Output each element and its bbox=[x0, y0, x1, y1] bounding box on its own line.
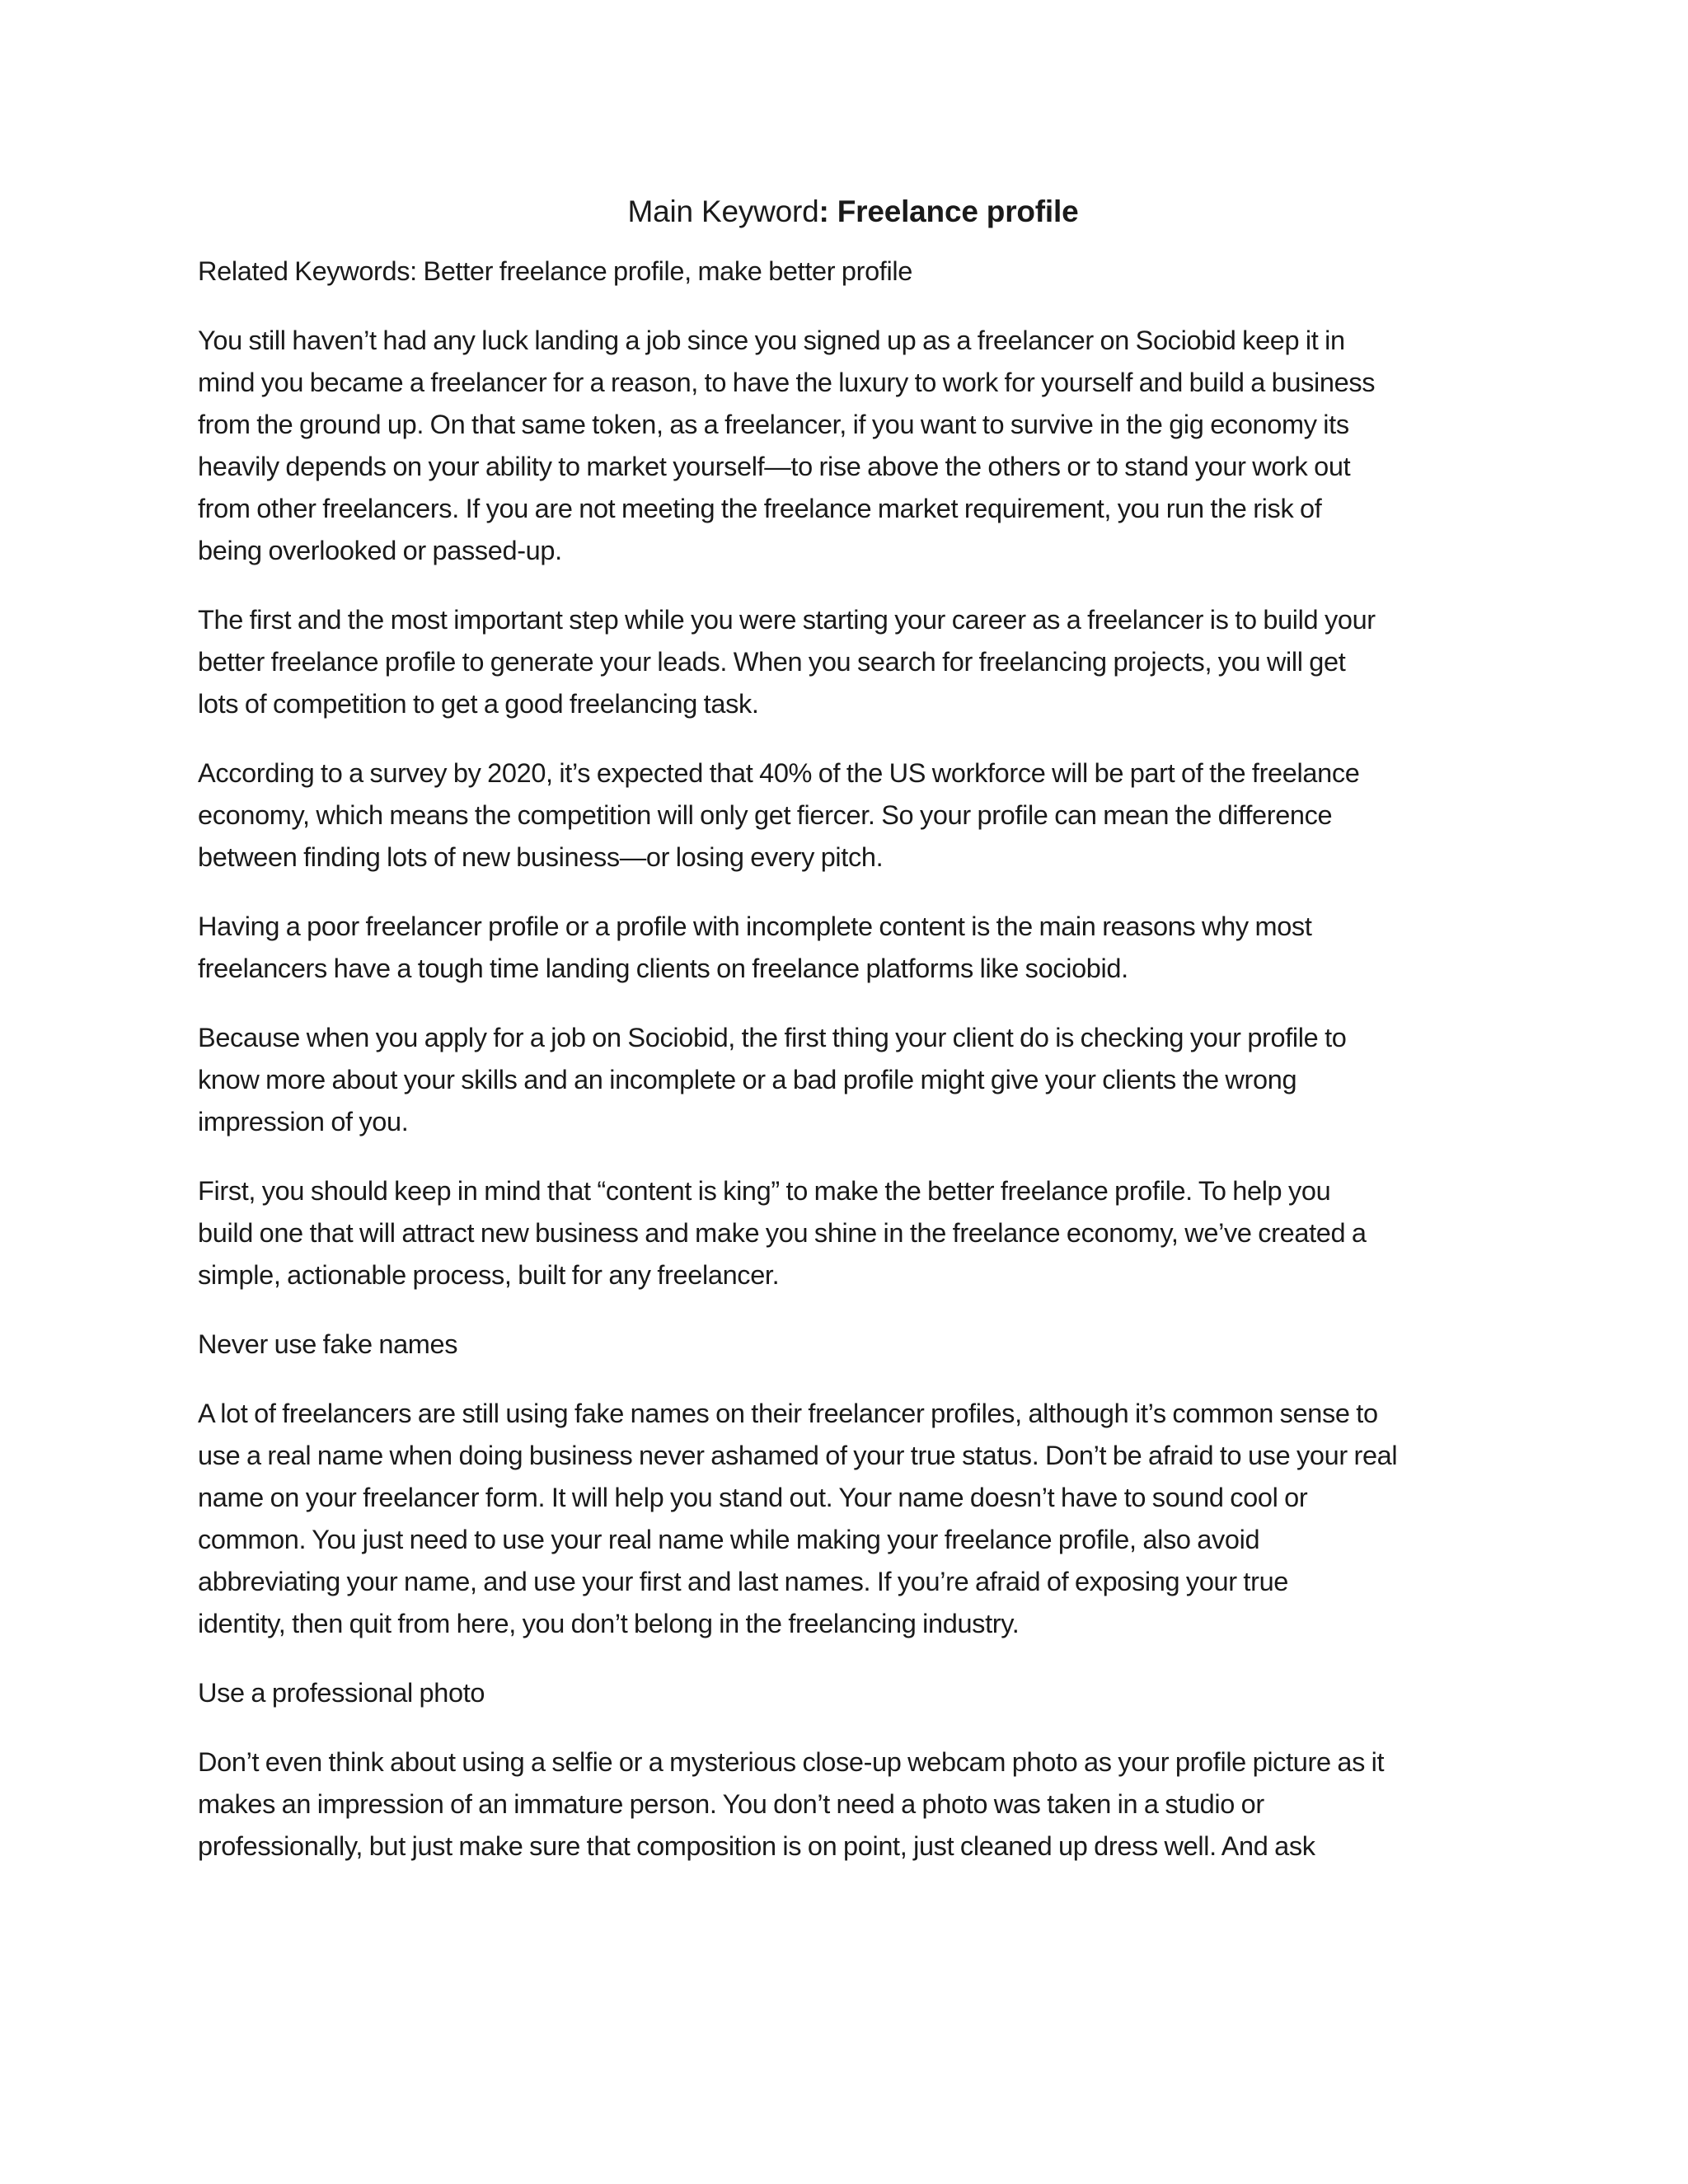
text-line: use a real name when doing business never ashamed of your true status. Don’t be afraid to use your real bbox=[198, 1441, 1398, 1470]
text-line: build one that will attract new business and make you shine in the freelance economy, we’ve created a bbox=[198, 1218, 1367, 1248]
text-line: Don’t even think about using a selfie or a mysterious close-up webcam photo as your profile picture as it bbox=[198, 1747, 1385, 1777]
text-line: Related Keywords: Better freelance profile, make better profile bbox=[198, 256, 912, 286]
text-line: The first and the most important step while you were starting your career as a freelancer is to build your bbox=[198, 605, 1376, 635]
text-line: better freelance profile to generate your leads. When you search for freelancing projects, you will get bbox=[198, 647, 1346, 677]
text-line: You still haven’t had any luck landing a job since you signed up as a freelancer on Sociobid keep it in bbox=[198, 326, 1345, 355]
text-line: identity, then quit from here, you don’t belong in the freelancing industry. bbox=[198, 1609, 1020, 1638]
text-line: makes an impression of an immature person. You don’t need a photo was taken in a studio or bbox=[198, 1789, 1264, 1819]
text-line: Having a poor freelancer profile or a profile with incomplete content is the main reasons why most bbox=[198, 912, 1312, 941]
text-line: simple, actionable process, built for any freelancer. bbox=[198, 1260, 780, 1290]
text-line: freelancers have a tough time landing clients on freelance platforms like sociobid. bbox=[198, 954, 1128, 983]
paragraph bbox=[198, 1393, 1508, 1645]
text-line: from other freelancers. If you are not meeting the freelance market requirement, you run the risk of bbox=[198, 494, 1322, 523]
paragraph bbox=[198, 599, 1508, 725]
document-body bbox=[198, 251, 1508, 1868]
paragraph bbox=[198, 1741, 1508, 1868]
title-prefix: Main Keyword bbox=[627, 194, 819, 228]
text-line: common. You just need to use your real name while making your freelance profile, also avoid bbox=[198, 1525, 1260, 1554]
paragraph bbox=[198, 906, 1508, 990]
text-line: between finding lots of new business—or losing every pitch. bbox=[198, 842, 884, 872]
paragraph bbox=[198, 320, 1508, 572]
text-line: First, you should keep in mind that “content is king” to make the better freelance profile. To help you bbox=[198, 1176, 1331, 1206]
text-line: A lot of freelancers are still using fake names on their freelancer profiles, although it’s common sense to bbox=[198, 1399, 1378, 1428]
text-line: lots of competition to get a good freelancing task. bbox=[198, 689, 759, 719]
text-line: impression of you. bbox=[198, 1107, 409, 1137]
paragraph bbox=[198, 1017, 1508, 1143]
paragraph bbox=[198, 752, 1508, 879]
text-line: abbreviating your name, and use your first and last names. If you’re afraid of exposing your true bbox=[198, 1567, 1289, 1596]
document-page bbox=[198, 191, 1508, 1895]
text-line: name on your freelancer form. It will help you stand out. Your name doesn’t have to sound cool or bbox=[198, 1483, 1308, 1512]
text-line: Use a professional photo bbox=[198, 1678, 485, 1708]
text-line: know more about your skills and an incomplete or a bad profile might give your clients the wrong bbox=[198, 1065, 1297, 1094]
text-line: According to a survey by 2020, it’s expected that 40% of the US workforce will be part of the freelance bbox=[198, 758, 1360, 788]
text-line: mind you became a freelancer for a reason, to have the luxury to work for yourself and build a business bbox=[198, 368, 1376, 397]
text-line: heavily depends on your ability to market yourself—to rise above the others or to stand your work out bbox=[198, 452, 1351, 481]
text-line: from the ground up. On that same token, as a freelancer, if you want to survive in the gig economy its bbox=[198, 410, 1349, 439]
text-line: Never use fake names bbox=[198, 1329, 458, 1359]
text-line: Because when you apply for a job on Sociobid, the first thing your client do is checking your profile to bbox=[198, 1023, 1347, 1052]
paragraph bbox=[198, 1170, 1508, 1296]
text-line: professionally, but just make sure that composition is on point, just cleaned up dress well. And ask bbox=[198, 1831, 1315, 1861]
paragraph bbox=[198, 251, 1508, 293]
page-title bbox=[198, 191, 1508, 232]
paragraph bbox=[198, 1672, 1508, 1714]
text-line: being overlooked or passed-up. bbox=[198, 536, 562, 565]
text-line: economy, which means the competition will only get fiercer. So your profile can mean the difference bbox=[198, 800, 1333, 830]
title-keyword: : Freelance profile bbox=[818, 194, 1079, 228]
paragraph bbox=[198, 1324, 1508, 1366]
